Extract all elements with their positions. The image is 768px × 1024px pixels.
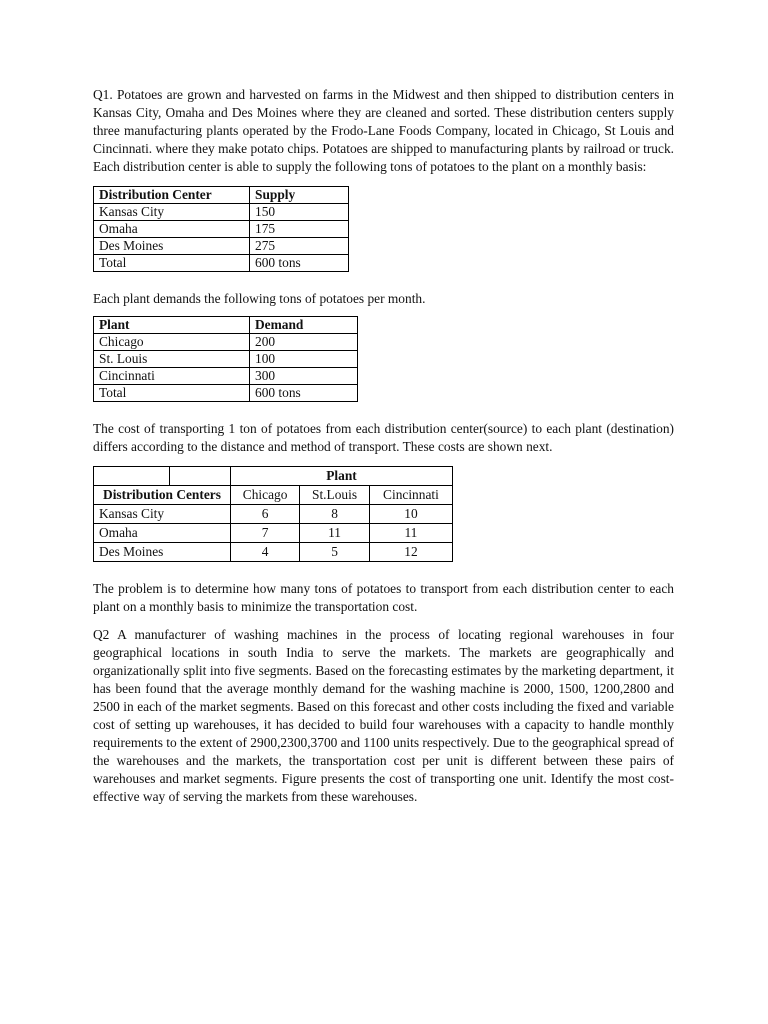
q2-paragraph: Q2 A manufacturer of washing machines in the process of locating regional warehouses in four geographical locations in south India to serve the markets. The markets are geographically and organizationally split into five segments. Based on the forecasting estimates by the marketing department, it has been found that the average monthly demand for the washing machine is 2000, 1500, 1200,2800 and 2500 in each of the market segments. Based on this forecast and other costs including the fixed and variable cost of setting up warehouses, it has decided to build four warehouses with a capacity to handle monthly requirements to the extent of 2900,2300,3700 and 1100 units respectively. Due to the geographical spread of the warehouses and the markets, the transportation cost per unit is different between these pairs of warehouses and market segments. Figure presents the cost of transporting one unit. Identify the most cost-effective way of serving the markets from these warehouses. (93, 627, 674, 804)
table-cell: 6 (231, 505, 300, 524)
table-cell: 4 (231, 543, 300, 562)
table-row (94, 204, 349, 221)
table-cell: 11 (300, 524, 370, 543)
table-cell: Kansas City (94, 505, 231, 524)
table-cell: 11 (369, 524, 452, 543)
table-cell: Total (94, 255, 250, 272)
distribution-centers-header: Distribution Centers (94, 486, 231, 505)
table-header-row (94, 486, 453, 505)
table-cell: 8 (300, 505, 370, 524)
plant-group-header: Plant (231, 467, 453, 486)
table-row (94, 221, 349, 238)
table-header-row (94, 317, 358, 334)
table-cell: Des Moines (94, 238, 250, 255)
table-cell: 10 (369, 505, 452, 524)
table-row (94, 334, 358, 351)
table-cell: St. Louis (94, 351, 250, 368)
table-cell: 12 (369, 543, 452, 562)
column-header: Cincinnati (369, 486, 452, 505)
table-row (94, 505, 453, 524)
column-header: Chicago (231, 486, 300, 505)
table-cell: 600 tons (250, 385, 358, 402)
table-row (94, 524, 453, 543)
empty-cell (94, 467, 170, 486)
table-cell: 5 (300, 543, 370, 562)
table-row (94, 385, 358, 402)
demand-intro-paragraph: Each plant demands the following tons of potatoes per month. (93, 291, 426, 306)
table-cell: Cincinnati (94, 368, 250, 385)
table-cell: Kansas City (94, 204, 250, 221)
column-header: St.Louis (300, 486, 370, 505)
table-header-row (94, 187, 349, 204)
table-cell: Chicago (94, 334, 250, 351)
table-row (94, 255, 349, 272)
table-cell: 100 (250, 351, 358, 368)
cost-intro-paragraph: The cost of transporting 1 ton of potatoes from each distribution center(source) to each plant (destination) differs according to the distance and method of transport. These costs are shown next. (93, 421, 674, 454)
table-row (94, 368, 358, 385)
table-cell: 7 (231, 524, 300, 543)
column-header: Demand (250, 317, 358, 334)
demand-table (93, 316, 358, 402)
table-cell: Omaha (94, 221, 250, 238)
table-cell: 200 (250, 334, 358, 351)
table-cell: 275 (250, 238, 349, 255)
table-row (94, 238, 349, 255)
table-cell: 300 (250, 368, 358, 385)
column-header: Distribution Center (94, 187, 250, 204)
cost-table (93, 466, 453, 562)
table-row (94, 543, 453, 562)
column-header: Plant (94, 317, 250, 334)
table-cell: Omaha (94, 524, 231, 543)
supply-table (93, 186, 349, 272)
table-header-row (94, 467, 453, 486)
table-cell: Des Moines (94, 543, 231, 562)
q1-problem-paragraph: The problem is to determine how many tons of potatoes to transport from each distribution center to each plant on a monthly basis to minimize the transportation cost. (93, 581, 674, 614)
table-cell: 175 (250, 221, 349, 238)
empty-cell (170, 467, 231, 486)
document-page (93, 86, 674, 806)
table-cell: Total (94, 385, 250, 402)
table-cell: 150 (250, 204, 349, 221)
column-header: Supply (250, 187, 349, 204)
table-cell: 600 tons (250, 255, 349, 272)
q1-intro-paragraph: Q1. Potatoes are grown and harvested on farms in the Midwest and then shipped to distribution centers in Kansas City, Omaha and Des Moines where they are cleaned and sorted. These distribution centers supply three manufacturing plants operated by the Frodo-Lane Foods Company, located in Chicago, St Louis and Cincinnati. where they make potato chips. Potatoes are shipped to manufacturing plants by railroad or truck. Each distribution center is able to supply the following tons of potatoes to the plant on a monthly basis: (93, 87, 674, 174)
table-row (94, 351, 358, 368)
